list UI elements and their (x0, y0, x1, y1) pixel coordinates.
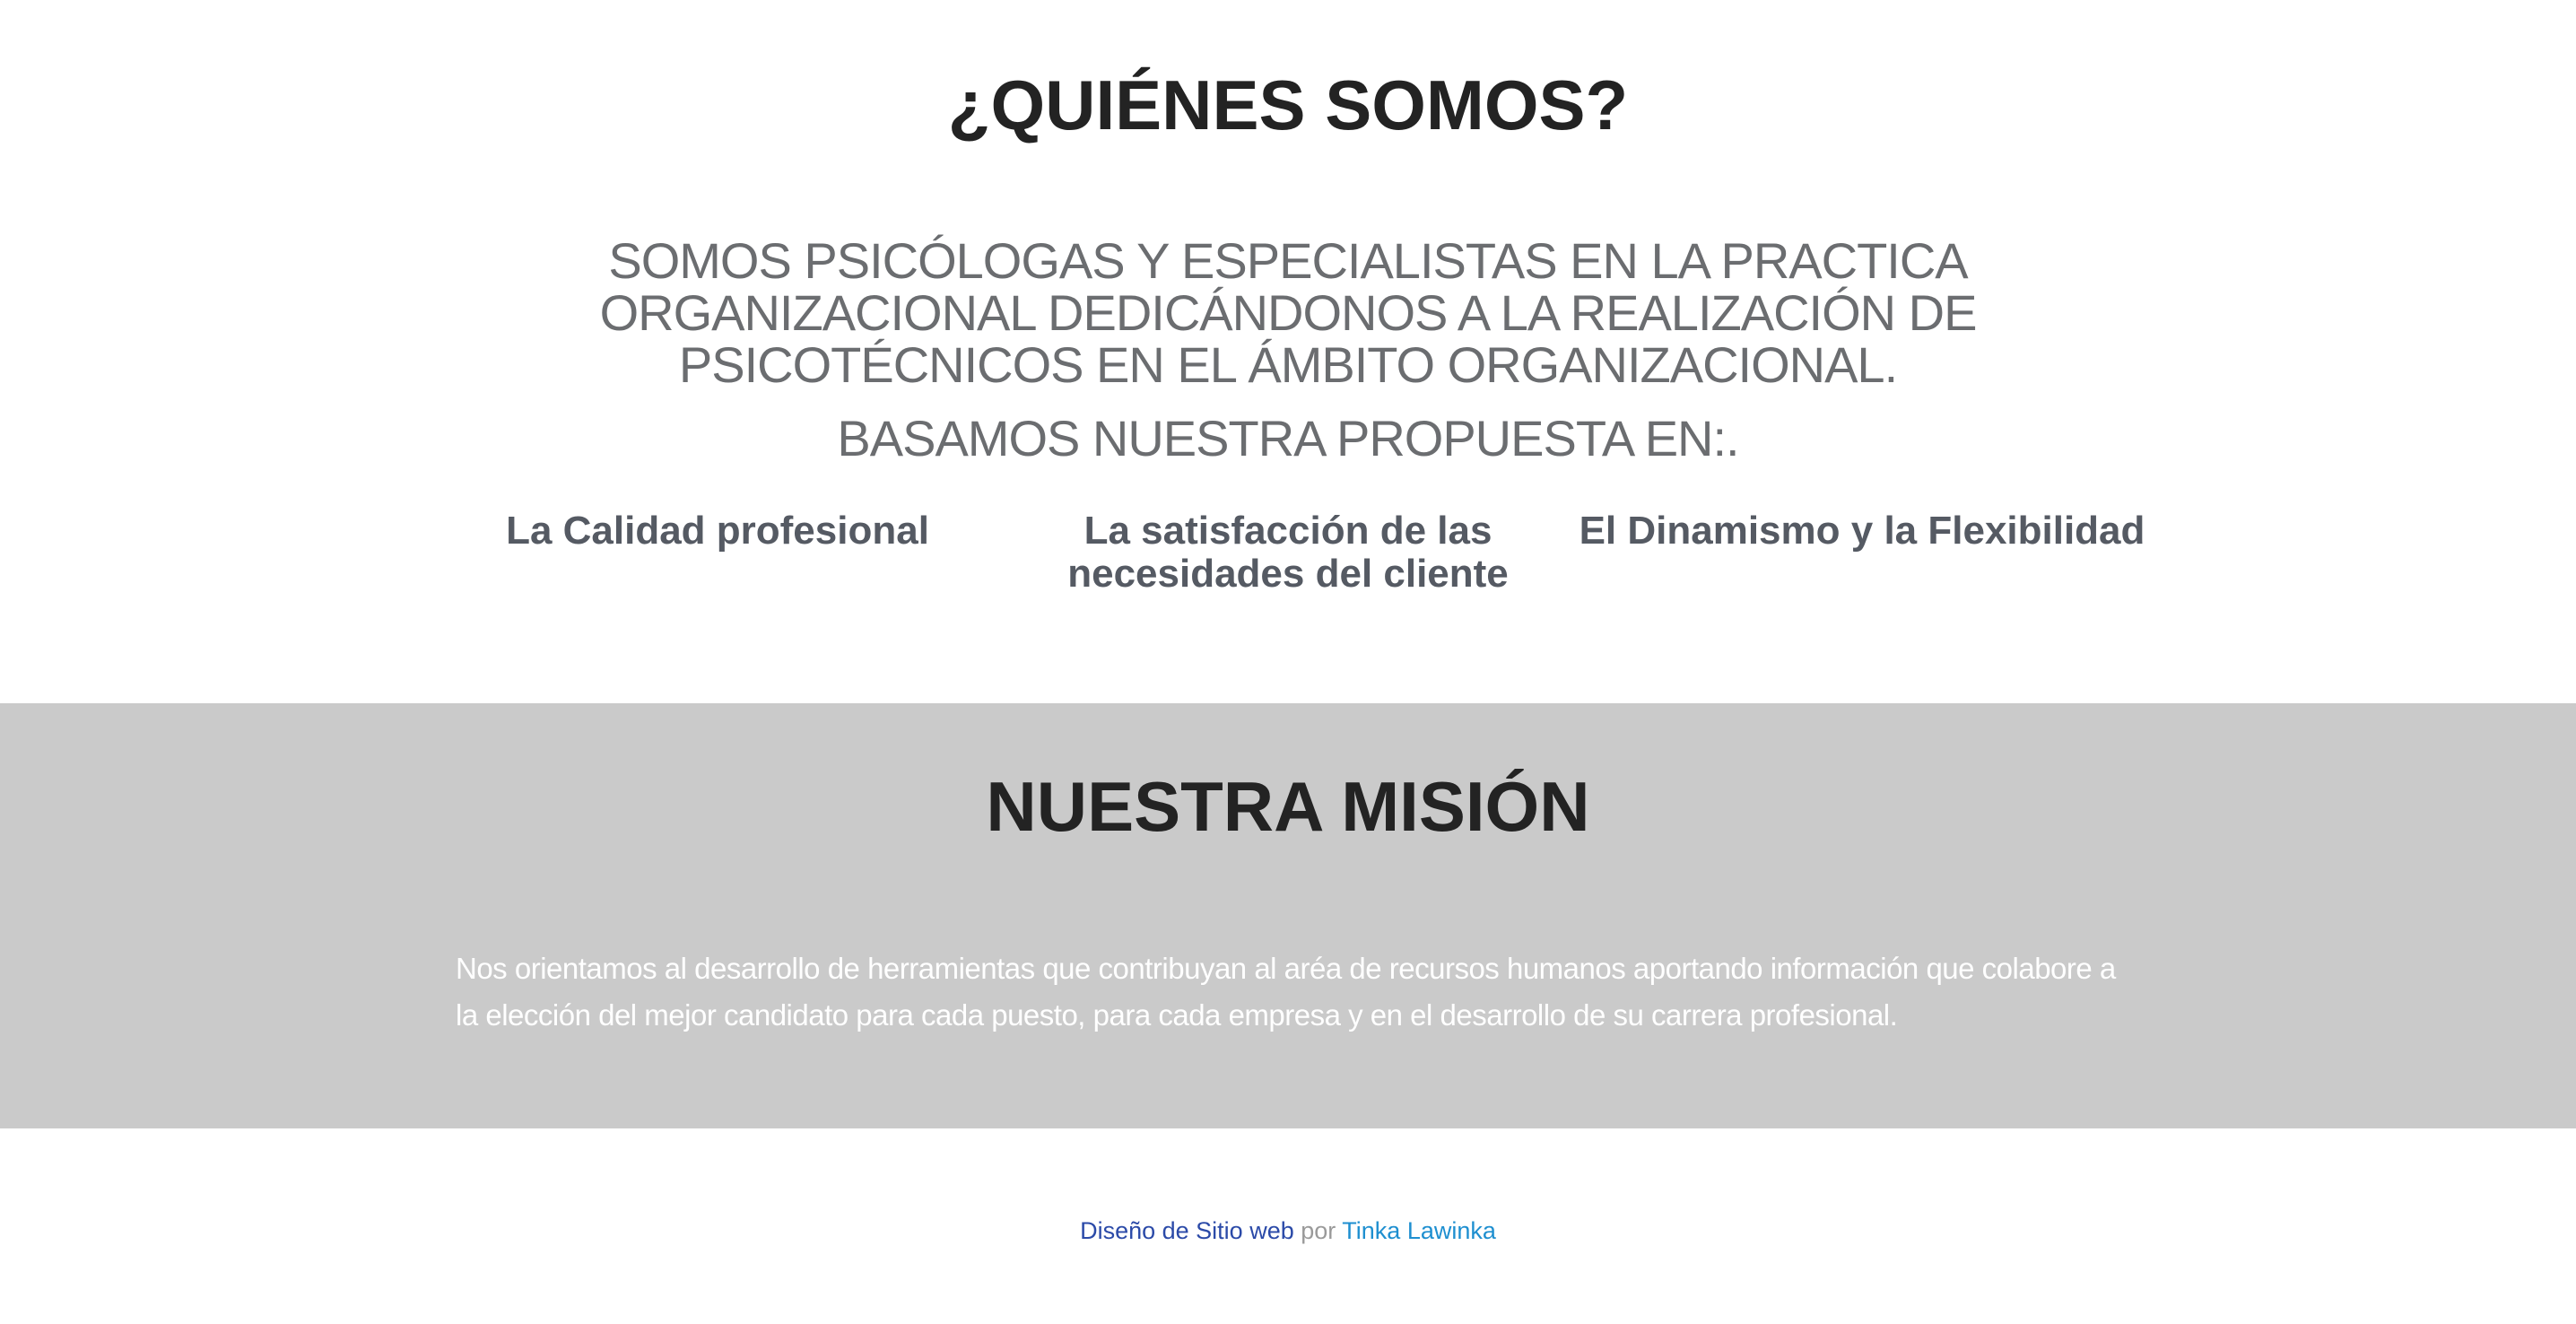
about-subtitle: BASAMOS NUESTRA PROPUESTA EN:. (837, 410, 1739, 466)
footer-separator: por (1301, 1217, 1343, 1244)
mission-section (0, 703, 2576, 1128)
pillar-client-satisfaction: La satisfacción de las necesidades del cliente (1067, 509, 1509, 596)
pillar-quality: La Calidad profesional (506, 509, 929, 553)
mission-description: Nos orientamos al desarrollo de herramientas que contribuyan al aréa de recursos humanos aportando información que colabore a la elección del mejor candidato para cada puesto, para cada empresa y en el desarrollo de su carrera profesional. (456, 952, 2116, 1032)
footer (0, 1128, 2576, 1324)
about-title: ¿QUIÉNES SOMOS? (947, 65, 1629, 144)
mission-title: NUESTRA MISIÓN (986, 767, 1590, 846)
footer-author-link[interactable]: Tinka Lawinka (1342, 1217, 1496, 1244)
footer-credit (0, 1215, 2576, 1247)
footer-design-link[interactable]: Diseño de Sitio web (1080, 1217, 1294, 1244)
about-description: SOMOS PSICÓLOGAS Y ESPECIALISTAS EN LA PRACTICA ORGANIZACIONAL DEDICÁNDONOS A LA REALIZACIÓN DE PSICOTÉCNICOS EN EL ÁMBITO ORGANIZACIONAL. (599, 232, 1977, 393)
pillar-dynamism: El Dinamismo y la Flexibilidad (1579, 509, 2145, 553)
pillars-list (431, 510, 2145, 617)
